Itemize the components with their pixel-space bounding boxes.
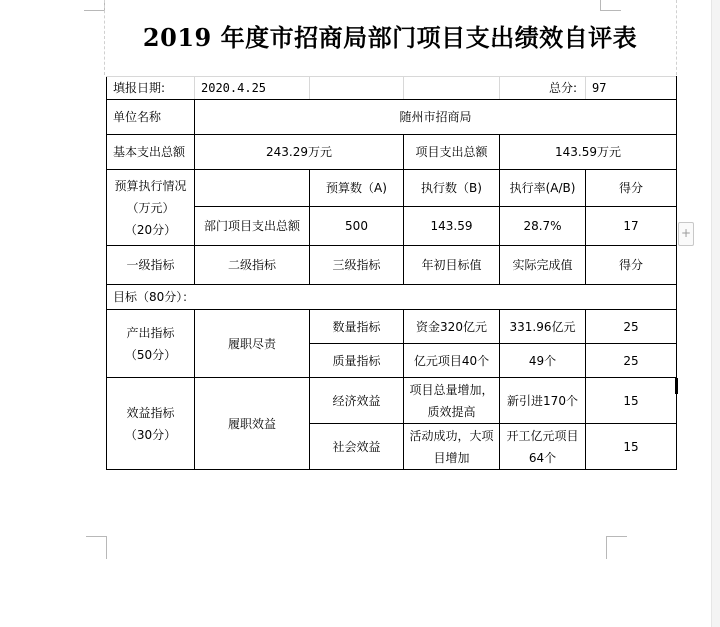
- unit-value[interactable]: 随州市招商局: [195, 100, 677, 135]
- benefit-target[interactable]: 项目总量增加，质效提高: [404, 378, 500, 424]
- benefit-score[interactable]: 15: [586, 424, 677, 470]
- crop-mark-bottom-right: [606, 536, 627, 559]
- header-actual[interactable]: 实际完成值: [500, 246, 586, 285]
- header-level2[interactable]: 二级指标: [195, 246, 310, 285]
- crop-mark-top-left: [84, 0, 105, 11]
- project-expense-label[interactable]: 项目支出总额: [404, 135, 500, 170]
- header-score[interactable]: 得分: [586, 246, 677, 285]
- output-score[interactable]: 25: [586, 310, 677, 344]
- basic-expense-value[interactable]: 243.29万元: [195, 135, 404, 170]
- basic-expense-label[interactable]: 基本支出总额: [107, 135, 195, 170]
- unit-label[interactable]: 单位名称: [107, 100, 195, 135]
- budget-label-line3: （20分）: [124, 222, 177, 237]
- budget-header-rate[interactable]: 执行率(A/B): [500, 170, 586, 207]
- add-row-plus-icon[interactable]: +: [678, 222, 694, 246]
- fill-date-value[interactable]: 2020.4.25: [195, 77, 310, 100]
- target-row: [107, 285, 677, 310]
- page-title: 2019 年度市招商局部门项目支出绩效自评表: [142, 23, 638, 52]
- total-label[interactable]: 总分:: [500, 77, 586, 100]
- budget-value[interactable]: 500: [310, 207, 404, 246]
- benefit-target[interactable]: 活动成功，大项目增加: [404, 424, 500, 470]
- benefit-level1-line2: （30分）: [124, 427, 177, 442]
- budget-row-label[interactable]: 部门项目支出总额: [195, 207, 310, 246]
- budget-header-score[interactable]: 得分: [586, 170, 677, 207]
- empty-cell[interactable]: [404, 77, 500, 100]
- header-target[interactable]: 年初目标值: [404, 246, 500, 285]
- empty-cell[interactable]: [310, 77, 404, 100]
- executed-value[interactable]: 143.59: [404, 207, 500, 246]
- benefit-level1-line1: 效益指标: [126, 405, 175, 420]
- project-expense-value[interactable]: 143.59万元: [500, 135, 677, 170]
- output-score[interactable]: 25: [586, 344, 677, 378]
- expense-row: [107, 135, 677, 170]
- benefit-actual[interactable]: 新引进170个: [500, 378, 586, 424]
- budget-label-line1: 预算执行情况: [114, 178, 187, 193]
- output-row-1: [107, 310, 677, 344]
- budget-label[interactable]: [107, 170, 195, 246]
- output-actual[interactable]: 331.96亿元: [500, 310, 586, 344]
- output-target[interactable]: 亿元项目40个: [404, 344, 500, 378]
- target-label[interactable]: 目标（80分）：: [107, 285, 677, 310]
- unit-row: [107, 100, 677, 135]
- budget-header-row: [107, 170, 677, 207]
- output-target[interactable]: 资金320亿元: [404, 310, 500, 344]
- benefit-actual[interactable]: 开工亿元项目64个: [500, 424, 586, 470]
- output-level3[interactable]: 质量指标: [310, 344, 404, 378]
- header-level3[interactable]: 三级指标: [310, 246, 404, 285]
- benefit-row-1: [107, 378, 677, 424]
- header-level1[interactable]: 一级指标: [107, 246, 195, 285]
- benefit-level3[interactable]: 经济效益: [310, 378, 404, 424]
- crop-mark-bottom-left: [86, 536, 107, 559]
- execution-rate-value[interactable]: 28.7%: [500, 207, 586, 246]
- budget-label-line2: （万元）: [126, 200, 175, 215]
- total-value[interactable]: 97: [586, 77, 677, 100]
- output-actual[interactable]: 49个: [500, 344, 586, 378]
- crop-mark-top-right: [600, 0, 621, 11]
- vertical-scrollbar[interactable]: [711, 0, 720, 627]
- output-level3[interactable]: 数量指标: [310, 310, 404, 344]
- benefit-score[interactable]: 15: [586, 378, 677, 424]
- meta-row: [107, 77, 677, 100]
- fill-date-label[interactable]: 填报日期:: [107, 77, 195, 100]
- budget-header-budget[interactable]: 预算数（A): [310, 170, 404, 207]
- budget-score-value[interactable]: 17: [586, 207, 677, 246]
- benefit-level3[interactable]: 社会效益: [310, 424, 404, 470]
- budget-header-executed[interactable]: 执行数（B): [404, 170, 500, 207]
- page-guide-right: [676, 0, 677, 75]
- empty-cell[interactable]: [195, 170, 310, 207]
- output-level2[interactable]: 履职尽责: [195, 310, 310, 378]
- benefit-level2[interactable]: 履职效益: [195, 378, 310, 470]
- benefit-level1[interactable]: [107, 378, 195, 470]
- output-level1-line2: （50分）: [124, 347, 177, 362]
- performance-table: [106, 76, 677, 470]
- indicator-header-row: [107, 246, 677, 285]
- output-level1-line1: 产出指标: [126, 325, 175, 340]
- output-level1[interactable]: [107, 310, 195, 378]
